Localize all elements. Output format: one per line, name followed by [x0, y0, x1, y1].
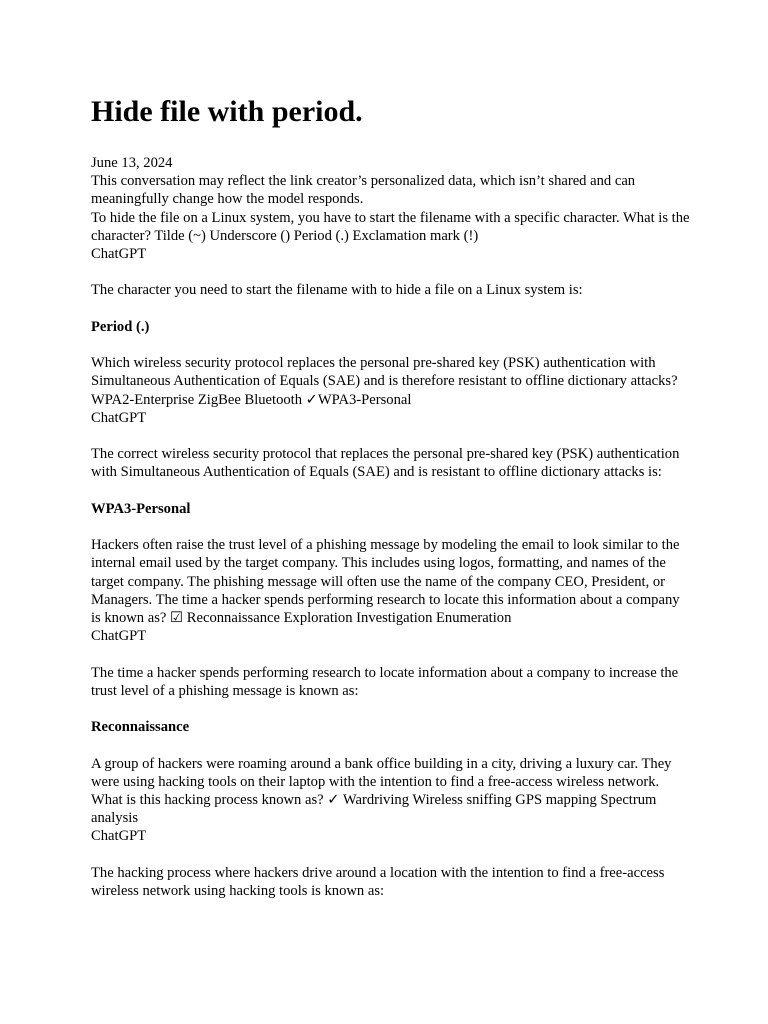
- disclaimer: This conversation may reflect the link creator’s personalized data, which isn’t shared and can meaningfully change how the model responds.: [91, 173, 636, 208]
- answer: Reconnaissance: [91, 719, 190, 736]
- user-question: To hide the file on a Linux system, you have to start the filename with a specific character. What is the character? Tilde (~) Underscore () Period (.) Exclamation mark (!): [91, 209, 690, 244]
- spacer: [91, 300, 691, 318]
- user-question: A group of hackers were roaming around a bank office building in a city, driving a luxury car. They were using hacking tools on their laptop with the intention to find a free-access wireless network. What is this hacking process known as? ✓ Wardriving Wireless sniffing GPS mapping Spectrum analysis: [91, 755, 672, 827]
- answer-intro: The correct wireless security protocol that replaces the personal pre-shared key (PSK) authentication with Simultaneous Authentication of Equals (SAE) and is resistant to offline dictionary attacks is:: [91, 446, 680, 481]
- answer-intro: The character you need to start the filename with to hide a file on a Linux system is:: [91, 282, 583, 299]
- speaker-label: ChatGPT: [91, 409, 147, 426]
- spacer: [91, 482, 691, 500]
- speaker-label: ChatGPT: [91, 828, 147, 845]
- speaker-label: ChatGPT: [91, 628, 147, 645]
- page-title: Hide file with period.: [91, 95, 363, 128]
- speaker-label: ChatGPT: [91, 246, 147, 263]
- user-question: Hackers often raise the trust level of a phishing message by modeling the email to look similar to the internal email used by the target company. This includes using logos, formatting, and names of the target company. The phishing message will often use the name of the company CEO, President, or Managers. The time a hacker spends performing research to locate this information about a company is known as? ☑ Reconnaissance Exploration Investigation Enumeration: [91, 537, 680, 626]
- spacer: [91, 263, 691, 281]
- spacer: [91, 846, 691, 864]
- spacer: [91, 427, 691, 445]
- spacer: [91, 518, 691, 536]
- date: June 13, 2024: [91, 155, 173, 171]
- answer-intro: The hacking process where hackers drive around a location with the intention to find a free-access wireless network using hacking tools is known as:: [91, 864, 665, 899]
- answer-intro: The time a hacker spends performing research to locate information about a company to increase the trust level of a phishing message is known as:: [91, 664, 679, 699]
- spacer: [91, 700, 691, 718]
- answer: Period (.): [91, 318, 150, 335]
- spacer: [91, 336, 691, 354]
- spacer: [91, 645, 691, 663]
- document-page: [91, 93, 691, 900]
- user-question: Which wireless security protocol replaces the personal pre-shared key (PSK) authentication with Simultaneous Authentication of Equals (SAE) and is therefore resistant to offline dictionary attacks? WPA2-Enterprise ZigBee Bluetooth ✓WPA3-Personal: [91, 355, 678, 408]
- spacer: [91, 736, 691, 754]
- answer: WPA3-Personal: [91, 500, 191, 517]
